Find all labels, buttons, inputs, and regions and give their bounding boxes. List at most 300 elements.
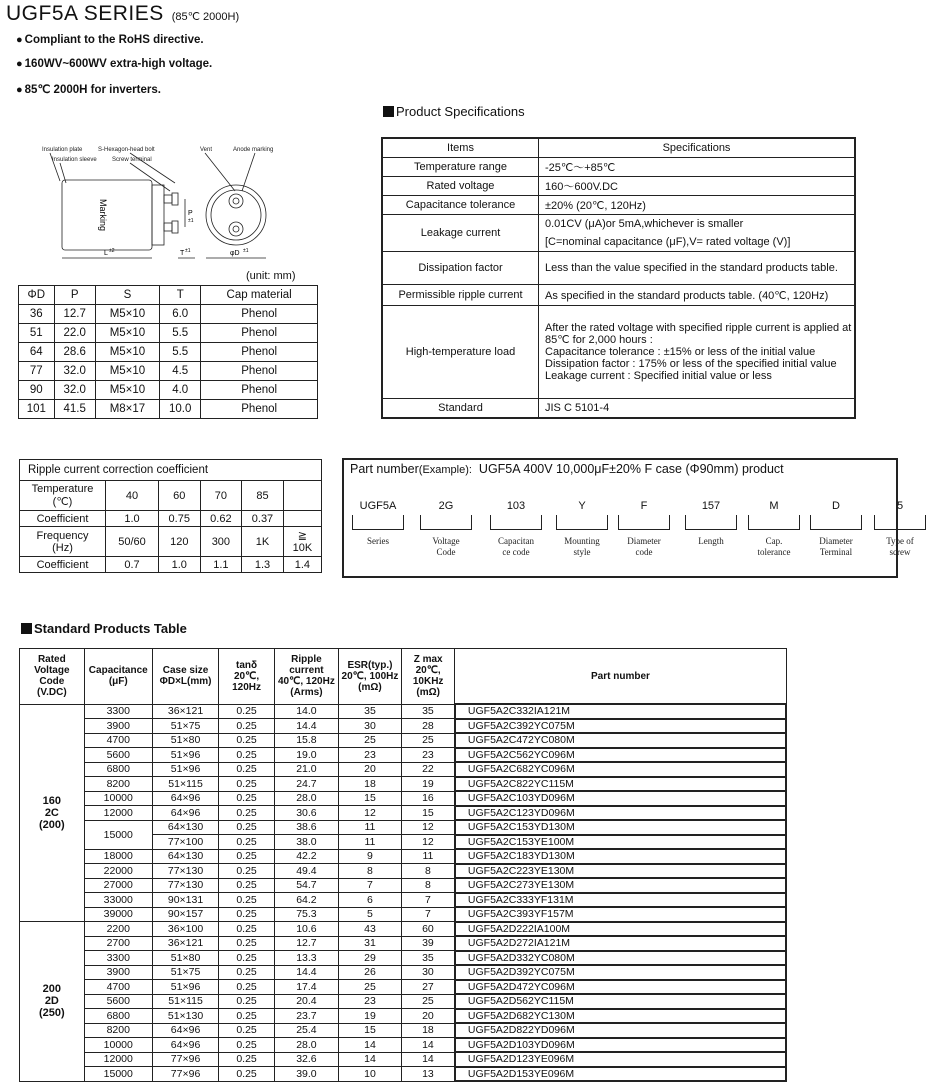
table-row — [19, 400, 318, 419]
table-cell: 0.25 — [219, 893, 275, 908]
table-cell: 77×96 — [152, 1067, 218, 1082]
table-cell: 11 — [339, 820, 402, 835]
col-header: ΦD — [19, 286, 55, 305]
table-cell: 0.25 — [219, 936, 275, 951]
table-cell: 23.7 — [274, 1009, 338, 1024]
table-cell: 14.4 — [274, 965, 338, 980]
table-row — [20, 733, 787, 748]
table-cell: 4.5 — [160, 362, 201, 381]
part-number-cell: UGF5A2D472YC096M — [455, 980, 786, 995]
part-code-label: Length — [698, 536, 724, 546]
table-cell: 15000 — [84, 1067, 152, 1082]
table-cell: 8 — [401, 878, 455, 893]
table-cell: 10.0 — [160, 400, 201, 419]
table-cell: 15000 — [84, 820, 152, 849]
table-cell: Phenol — [201, 362, 318, 381]
table-cell: 42.2 — [274, 849, 338, 864]
table-cell: 18000 — [84, 849, 152, 864]
table-cell: 54.7 — [274, 878, 338, 893]
coef-cell: 1.0 — [158, 557, 200, 573]
table-row — [20, 922, 787, 937]
specs-table — [381, 137, 856, 419]
temp-cell: 60 — [158, 481, 200, 511]
spec-header-items: Items — [382, 138, 539, 158]
table-row — [20, 1023, 787, 1038]
table-row — [20, 994, 787, 1009]
table-cell: 7 — [401, 893, 455, 908]
part-code-label: Series — [367, 536, 389, 546]
table-cell: 64 — [19, 343, 55, 362]
part-code-bracket — [556, 515, 608, 530]
coef-cell — [283, 511, 321, 527]
spec-value: Less than the value specified in the standard products table. — [539, 252, 856, 285]
table-row — [19, 381, 318, 400]
table-cell: 51 — [19, 324, 55, 343]
capacitor-drawing — [30, 143, 300, 268]
table-cell: 0.25 — [219, 733, 275, 748]
table-row — [20, 893, 787, 908]
spec-key: Capacitance tolerance — [382, 196, 539, 215]
table-cell: 7 — [339, 878, 402, 893]
col-header: Part number — [455, 649, 786, 705]
table-cell: 2700 — [84, 936, 152, 951]
spec-key: Standard — [382, 399, 539, 419]
table-cell: Phenol — [201, 400, 318, 419]
table-cell: 20 — [401, 1009, 455, 1024]
table-cell: 31 — [339, 936, 402, 951]
part-number-cell: UGF5A2C393YF157M — [455, 907, 786, 922]
part-code-bracket — [490, 515, 542, 530]
spec-key: Rated voltage — [382, 177, 539, 196]
freq-cell: 50/60 — [106, 527, 159, 557]
page-subtitle: (85℃ 2000H) — [171, 11, 240, 23]
part-code: UGF5A — [359, 500, 397, 512]
table-cell: 0.25 — [219, 762, 275, 777]
freq-cell: ≧ 10K — [283, 527, 321, 557]
table-cell: 28 — [401, 719, 455, 734]
table-cell: 3300 — [84, 951, 152, 966]
table-cell: 3300 — [84, 704, 152, 719]
table-cell: 51×96 — [152, 762, 218, 777]
spec-key: Permissible ripple current — [382, 285, 539, 306]
part-code-label: Capacitan ce code — [498, 536, 534, 557]
part-number-cell: UGF5A2C123YD096M — [455, 806, 786, 821]
part-number-cell: UGF5A2D682YC130M — [455, 1009, 786, 1024]
table-cell: 12.7 — [274, 936, 338, 951]
table-cell: 77 — [19, 362, 55, 381]
part-code-bracket — [352, 515, 404, 530]
table-row — [19, 324, 318, 343]
part-number-cell: UGF5A2D222IA100M — [455, 922, 786, 937]
spec-header-specs: Specifications — [539, 138, 856, 158]
table-cell: 8 — [339, 864, 402, 879]
table-cell: 19.0 — [274, 748, 338, 763]
table-cell: Phenol — [201, 305, 318, 324]
table-cell: 51×75 — [152, 965, 218, 980]
table-cell: 22.0 — [54, 324, 95, 343]
label-insulation-sleeve: Insulation sleeve — [52, 157, 97, 163]
table-cell: 51×115 — [152, 994, 218, 1009]
table-cell: 14.0 — [274, 704, 338, 719]
part-number-cell: UGF5A2C682YC096M — [455, 762, 786, 777]
table-cell: 0.25 — [219, 748, 275, 763]
table-cell: 32.6 — [274, 1052, 338, 1067]
table-cell: 35 — [401, 704, 455, 719]
part-number-cell: UGF5A2C153YE100M — [455, 835, 786, 850]
part-number-cell: UGF5A2D103YD096M — [455, 1038, 786, 1053]
part-code: 2G — [438, 500, 454, 512]
table-cell: 12 — [339, 806, 402, 821]
table-cell: 0.25 — [219, 1009, 275, 1024]
spec-value: -25℃～+85℃ — [539, 158, 856, 177]
part-code-label: Cap. tolerance — [757, 536, 791, 557]
part-code-label: Diameter code — [627, 536, 661, 557]
table-cell: 28.0 — [274, 1038, 338, 1053]
table-cell: 0.25 — [219, 777, 275, 792]
table-cell: 26 — [339, 965, 402, 980]
temp-cell: 85 — [242, 481, 284, 511]
part-number-cell: UGF5A2C153YD130M — [455, 820, 786, 835]
table-cell: 8200 — [84, 777, 152, 792]
dim-d: φD — [230, 250, 240, 257]
table-cell: 36×121 — [152, 704, 218, 719]
table-header-row — [20, 649, 787, 705]
table-cell: 35 — [339, 704, 402, 719]
dim-p: P — [188, 210, 193, 217]
table-cell: 0.25 — [219, 1038, 275, 1053]
table-cell: 29 — [339, 951, 402, 966]
table-cell: M5×10 — [95, 362, 159, 381]
table-cell: 0.25 — [219, 980, 275, 995]
part-number-cell: UGF5A2C472YC080M — [455, 733, 786, 748]
table-cell: 28.0 — [274, 791, 338, 806]
col-header: Capacitance (μF) — [84, 649, 152, 705]
table-cell: 22000 — [84, 864, 152, 879]
coef-cell: 1.1 — [200, 557, 242, 573]
table-cell: 77×130 — [152, 864, 218, 879]
table-cell: 15 — [401, 806, 455, 821]
label-marking: Marking — [98, 198, 108, 232]
spec-key: Dissipation factor — [382, 252, 539, 285]
coef-cell: 1.0 — [106, 511, 159, 527]
table-row — [20, 762, 787, 777]
table-cell: 0.25 — [219, 719, 275, 734]
part-code-bracket — [874, 515, 926, 530]
dimensions-body — [19, 305, 318, 419]
table-cell: 18 — [401, 1023, 455, 1038]
spec-key: High-temperature load — [382, 306, 539, 399]
dim-l: L — [104, 250, 108, 257]
table-cell: 32.0 — [54, 362, 95, 381]
table-cell: 41.5 — [54, 400, 95, 419]
coef-cell: 1.4 — [283, 557, 321, 573]
table-cell: 16 — [401, 791, 455, 806]
table-cell: 25 — [339, 733, 402, 748]
dimensions-table — [18, 285, 318, 419]
table-cell: 64×96 — [152, 1038, 218, 1053]
table-cell: 0.25 — [219, 704, 275, 719]
table-cell: Phenol — [201, 324, 318, 343]
table-cell: 23 — [339, 748, 402, 763]
part-code: 103 — [506, 500, 526, 512]
table-cell: 0.25 — [219, 907, 275, 922]
table-row — [20, 849, 787, 864]
part-number-cell: UGF5A2D332YC080M — [455, 951, 786, 966]
table-cell: 90 — [19, 381, 55, 400]
table-cell: 14 — [339, 1052, 402, 1067]
table-cell: M5×10 — [95, 343, 159, 362]
table-cell: 51×130 — [152, 1009, 218, 1024]
table-cell: 9 — [339, 849, 402, 864]
part-code-bracket — [685, 515, 737, 530]
table-row — [19, 362, 318, 381]
spec-value: JIS C 5101-4 — [539, 399, 856, 419]
table-cell: 14 — [401, 1052, 455, 1067]
table-cell: 0.25 — [219, 864, 275, 879]
spec-value: 160～600V.DC — [539, 177, 856, 196]
table-cell: 64×96 — [152, 806, 218, 821]
part-number-cell: UGF5A2C392YC075M — [455, 719, 786, 734]
table-cell: 7 — [401, 907, 455, 922]
col-header: Ripple current 40℃, 120Hz (Arms) — [274, 649, 338, 705]
table-cell: 10000 — [84, 1038, 152, 1053]
table-cell: 14 — [401, 1038, 455, 1053]
table-cell: 5 — [339, 907, 402, 922]
table-cell: 51×75 — [152, 719, 218, 734]
table-cell: 0.25 — [219, 1023, 275, 1038]
page-title: UGF5A SERIES (85℃ 2000H) — [6, 2, 240, 25]
part-code-label: Diameter Terminal — [819, 536, 853, 557]
table-cell: 77×100 — [152, 835, 218, 850]
part-number-cell: UGF5A2C822YC115M — [455, 777, 786, 792]
table-cell: 11 — [339, 835, 402, 850]
ripple-title: Ripple current correction coefficient — [20, 460, 322, 481]
col-header: T — [160, 286, 201, 305]
table-cell: 21.0 — [274, 762, 338, 777]
table-cell: Phenol — [201, 381, 318, 400]
table-cell: 20 — [339, 762, 402, 777]
table-row — [20, 907, 787, 922]
table-cell: 0.25 — [219, 835, 275, 850]
table-cell: 24.7 — [274, 777, 338, 792]
unit-label: (unit: mm) — [246, 270, 296, 282]
label-vent: Vent — [200, 147, 213, 153]
table-cell: 0.25 — [219, 922, 275, 937]
dim-t-tol: ±1 — [185, 248, 191, 254]
part-number-cell: UGF5A2C562YC096M — [455, 748, 786, 763]
table-row — [20, 820, 787, 835]
standard-products-body — [20, 704, 787, 1081]
table-cell: 22 — [401, 762, 455, 777]
temp-label: Temperature (℃) — [20, 481, 106, 511]
table-cell: 49.4 — [274, 864, 338, 879]
table-cell: 12 — [401, 835, 455, 850]
part-code-column — [744, 500, 804, 558]
voltage-code-cell: 160 2C (200) — [20, 704, 85, 922]
table-row — [20, 878, 787, 893]
table-cell: 25.4 — [274, 1023, 338, 1038]
table-cell: 39 — [401, 936, 455, 951]
table-cell: 28.6 — [54, 343, 95, 362]
table-cell: 90×157 — [152, 907, 218, 922]
table-cell: 10.6 — [274, 922, 338, 937]
table-cell: 10000 — [84, 791, 152, 806]
table-cell: 60 — [401, 922, 455, 937]
table-cell: M8×17 — [95, 400, 159, 419]
table-cell: 17.4 — [274, 980, 338, 995]
table-cell: 25 — [401, 733, 455, 748]
part-code-column — [348, 500, 408, 547]
table-cell: M5×10 — [95, 381, 159, 400]
coef-label: Coefficient — [20, 557, 106, 573]
table-cell: 12000 — [84, 1052, 152, 1067]
section-title-specs: Product Specifications — [383, 104, 525, 119]
table-cell: 15.8 — [274, 733, 338, 748]
table-cell: 14 — [339, 1038, 402, 1053]
table-cell: 2200 — [84, 922, 152, 937]
table-row — [20, 1052, 787, 1067]
dim-t: T — [180, 250, 185, 257]
table-cell: 51×80 — [152, 733, 218, 748]
table-cell: 8200 — [84, 1023, 152, 1038]
table-cell: 30 — [339, 719, 402, 734]
spec-value: As specified in the standard products table. (40℃, 120Hz) — [539, 285, 856, 306]
table-cell: 25 — [401, 994, 455, 1009]
feature-item: ● 85℃ 2000H for inverters. — [16, 82, 161, 96]
table-cell: 4700 — [84, 733, 152, 748]
table-cell: 77×96 — [152, 1052, 218, 1067]
section-title-standard: Standard Products Table — [21, 621, 187, 636]
table-cell: 4.0 — [160, 381, 201, 400]
table-row — [20, 719, 787, 734]
table-cell: 101 — [19, 400, 55, 419]
part-number-cell: UGF5A2C223YE130M — [455, 864, 786, 879]
table-cell: 39.0 — [274, 1067, 338, 1082]
coef-cell: 1.3 — [242, 557, 284, 573]
part-code-column — [416, 500, 476, 558]
table-cell: 19 — [401, 777, 455, 792]
table-cell: 51×80 — [152, 951, 218, 966]
part-code-bracket — [748, 515, 800, 530]
part-code: M — [769, 500, 779, 512]
label-insulation-plate: Insulation plate — [42, 147, 83, 153]
part-code: 5 — [896, 500, 904, 512]
table-cell: 27 — [401, 980, 455, 995]
table-cell: 0.25 — [219, 965, 275, 980]
table-cell: 27000 — [84, 878, 152, 893]
part-number-cell: UGF5A2C332IA121M — [455, 704, 786, 719]
table-row — [20, 965, 787, 980]
table-row — [20, 1038, 787, 1053]
freq-cell: 1K — [242, 527, 284, 557]
table-cell: 15 — [339, 1023, 402, 1038]
table-cell: 0.25 — [219, 1052, 275, 1067]
col-header: tanδ 20℃, 120Hz — [219, 649, 275, 705]
spec-key: Leakage current — [382, 215, 539, 252]
coef-label: Coefficient — [20, 511, 106, 527]
table-cell: 25 — [339, 980, 402, 995]
dim-d-tol: ±1 — [243, 248, 249, 254]
freq-label: Frequency (Hz) — [20, 527, 106, 557]
table-cell: 30.6 — [274, 806, 338, 821]
spec-value: After the rated voltage with specified ripple current is applied at 85℃ for 2,000 hours : Capacitance tolerance : ±15% or less of the initial value Dissipation factor : 175% or less of the specified initial value Leakage current : Specified initial value or less — [539, 306, 856, 399]
table-cell: 38.0 — [274, 835, 338, 850]
table-cell: 12.7 — [54, 305, 95, 324]
table-cell: 64×130 — [152, 820, 218, 835]
spec-value: ±20% (20℃, 120Hz) — [539, 196, 856, 215]
table-cell: 51×96 — [152, 748, 218, 763]
table-cell: 14.4 — [274, 719, 338, 734]
part-code-column — [486, 500, 546, 558]
part-code: 157 — [701, 500, 721, 512]
table-cell: 0.25 — [219, 878, 275, 893]
dim-p-tol: ±1 — [188, 218, 194, 224]
table-cell: 30 — [401, 965, 455, 980]
table-cell: 0.25 — [219, 951, 275, 966]
table-cell: 64.2 — [274, 893, 338, 908]
table-cell: 6800 — [84, 1009, 152, 1024]
table-row — [20, 1067, 787, 1082]
part-number-cell: UGF5A2D562YC115M — [455, 994, 786, 1009]
table-row — [20, 1009, 787, 1024]
table-cell: 10 — [339, 1067, 402, 1082]
coef-cell: 0.62 — [200, 511, 242, 527]
part-number-cell: UGF5A2D272IA121M — [455, 936, 786, 951]
table-cell: 0.25 — [219, 820, 275, 835]
table-cell: 5600 — [84, 994, 152, 1009]
table-row — [20, 936, 787, 951]
table-cell: M5×10 — [95, 305, 159, 324]
table-cell: 38.6 — [274, 820, 338, 835]
table-cell: 35 — [401, 951, 455, 966]
feature-item: ● 160WV~600WV extra-high voltage. — [16, 58, 212, 70]
table-cell: 20.4 — [274, 994, 338, 1009]
freq-cell: 120 — [158, 527, 200, 557]
table-cell: 64×96 — [152, 1023, 218, 1038]
table-row — [19, 305, 318, 324]
col-header: ESR(typ.) 20℃, 100Hz (mΩ) — [339, 649, 402, 705]
label-hex-bolt: S-Hexagon-head bolt — [98, 147, 155, 153]
part-code-bracket — [618, 515, 670, 530]
table-cell: 8 — [401, 864, 455, 879]
table-cell: 5600 — [84, 748, 152, 763]
part-code: Y — [578, 500, 586, 512]
dim-l-tol: ±2 — [109, 248, 115, 254]
table-cell: 6 — [339, 893, 402, 908]
col-header: P — [54, 286, 95, 305]
part-number-heading: Part number(Example): UGF5A 400V 10,000μF±20% F case (Φ90mm) product — [350, 462, 784, 476]
table-cell: M5×10 — [95, 324, 159, 343]
part-number-cell: UGF5A2D153YE096M — [455, 1067, 786, 1082]
table-cell: 0.25 — [219, 791, 275, 806]
part-number-box — [342, 458, 914, 578]
col-header: Rated Voltage Code (V.DC) — [20, 649, 85, 705]
col-header: Case size ΦD×L(mm) — [152, 649, 218, 705]
table-cell: 75.3 — [274, 907, 338, 922]
part-code-column — [870, 500, 930, 558]
table-cell: 6.0 — [160, 305, 201, 324]
coef-cell: 0.7 — [106, 557, 159, 573]
table-row — [20, 864, 787, 879]
voltage-code-cell: 200 2D (250) — [20, 922, 85, 1082]
table-cell: 36 — [19, 305, 55, 324]
table-row — [20, 748, 787, 763]
standard-products-table — [19, 648, 787, 1082]
table-cell: 36×100 — [152, 922, 218, 937]
table-cell: 39000 — [84, 907, 152, 922]
table-row — [19, 343, 318, 362]
table-cell: 0.25 — [219, 806, 275, 821]
